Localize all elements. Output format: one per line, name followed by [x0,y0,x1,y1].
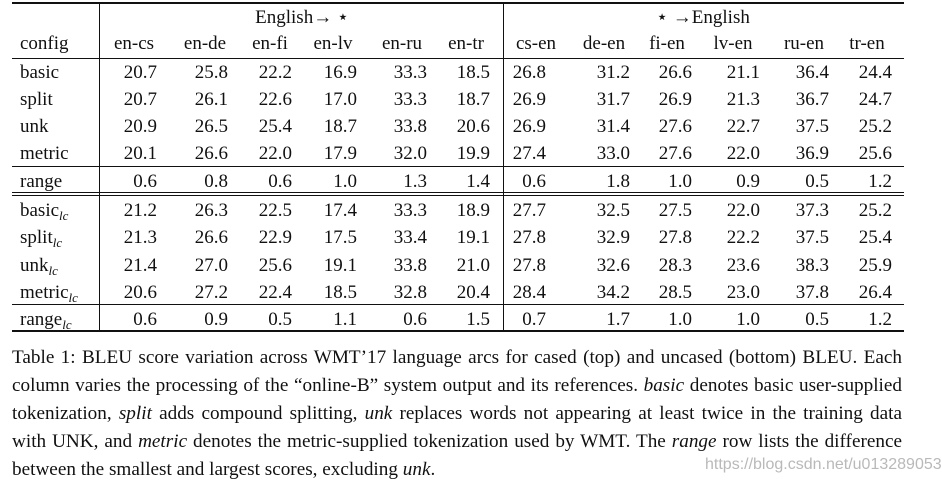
table-cell: 18.7 [456,89,490,110]
table-cell: 1.7 [606,309,630,330]
table-cell: 26.9 [512,89,546,110]
table-cell: 20.4 [456,282,490,303]
table-cell: 22.0 [726,143,760,164]
table-cell: 20.6 [123,282,157,303]
table-cell: 18.7 [323,116,357,137]
table-cell: 28.3 [658,255,692,276]
bottom-rule [12,330,904,332]
table-cell: 26.1 [194,89,228,110]
column-header: en-de [183,33,227,54]
caption-text: denotes the metric-supplied tokenization used by WMT. The [187,431,672,452]
table-cell: 26.6 [194,143,228,164]
table-cell: 32.9 [596,227,630,248]
rule [12,304,904,305]
table-cell: 31.4 [596,116,630,137]
table-cell: 33.4 [393,227,427,248]
table-cell: 36.4 [795,62,829,83]
table-cell: 22.4 [258,282,292,303]
table-cell: 1.5 [466,309,490,330]
table-cell: 27.8 [658,227,692,248]
table-cell: 27.8 [512,227,546,248]
caption-text: adds compound splitting, [151,403,365,424]
table-cell: 28.4 [512,282,546,303]
table-cell: 1.0 [668,309,692,330]
table-cell: 1.0 [333,171,357,192]
row-range-label: range [20,171,63,192]
table-cell: 26.8 [512,62,546,83]
table-cell: 16.9 [323,62,357,83]
rule [12,166,904,167]
table-cell: 18.5 [456,62,490,83]
table-cell: 25.8 [194,62,228,83]
table-cell: 21.0 [456,255,490,276]
caption-text: . [430,459,436,480]
table-cell: 32.8 [393,282,427,303]
caption-label: Table 1: [12,347,76,368]
caption-text: replaces words not appearing at least twice in the training data with UNK, and [12,403,902,452]
caption-term-metric: metric [138,431,188,452]
table-cell: 33.0 [596,143,630,164]
caption-text: BLEU score variation across WMT’17 language arcs for cased (top) and uncased (bottom) BLEU. Each column varies the processing of the “online-B” system output and its references. [12,347,902,396]
column-header: tr-en [849,33,885,54]
table-cell: 22.0 [726,200,760,221]
table-cell: 37.3 [795,200,829,221]
table-cell: 33.8 [393,255,427,276]
table-cell: 22.7 [726,116,760,137]
table-cell: 27.8 [512,255,546,276]
table-cell: 24.4 [858,62,892,83]
table-cell: 25.9 [858,255,892,276]
row-unk-label: unk [20,116,49,137]
table-cell: 26.4 [858,282,892,303]
table-cell: 19.1 [323,255,357,276]
column-header: ru-en [783,33,825,54]
rule [12,195,904,196]
table-cell: 1.2 [868,309,892,330]
table-cell: 25.4 [858,227,892,248]
caption-text: row lists the difference between the smallest and largest scores, excluding [12,431,902,480]
table-cell: 36.7 [795,89,829,110]
table-cell: 25.6 [858,143,892,164]
group-header: English→ ⋆ [255,7,349,28]
table-cell: 22.0 [258,143,292,164]
table-cell: 20.6 [456,116,490,137]
table-cell: 27.6 [658,116,692,137]
row-basic-label: basic [20,62,60,83]
table-cell: 32.6 [596,255,630,276]
table-cell: 32.0 [393,143,427,164]
table-cell: 38.3 [795,255,829,276]
header-rule [12,58,904,59]
row-range-lc-label: range$_{lc}$ [20,309,72,332]
table-cell: 21.2 [123,200,157,221]
caption-term-range: range [671,431,717,452]
column-header: en-fi [252,33,288,54]
table-cell: 31.7 [596,89,630,110]
table-cell: 1.2 [868,171,892,192]
column-header: en-lv [313,33,353,54]
column-header: cs-en [515,33,557,54]
table-cell: 0.5 [805,309,829,330]
column-header: en-ru [381,33,423,54]
table-cell: 0.9 [204,309,228,330]
table-cell: 22.9 [258,227,292,248]
table-cell: 27.5 [658,200,692,221]
table-cell: 0.9 [736,171,760,192]
table-cell: 1.8 [606,171,630,192]
table-cell: 21.4 [123,255,157,276]
table-cell: 25.2 [858,116,892,137]
table-cell: 22.5 [258,200,292,221]
watermark: https://blog.csdn.net/u013289053 [705,456,942,473]
table-cell: 0.6 [268,171,292,192]
table-cell: 25.6 [258,255,292,276]
table-cell: 24.7 [858,89,892,110]
table-cell: 22.2 [258,62,292,83]
table-cell: 17.4 [323,200,357,221]
table-cell: 0.5 [805,171,829,192]
table-cell: 21.3 [726,89,760,110]
column-header: fi-en [649,33,685,54]
top-rule [12,2,904,4]
table-cell: 19.9 [456,143,490,164]
group-header: ⋆ →English [656,7,750,28]
table-cell: 20.9 [123,116,157,137]
table-cell: 27.7 [512,200,546,221]
table-cell: 1.3 [403,171,427,192]
row-basic-lc-label: basic$_{lc}$ [20,200,69,223]
table-cell: 27.6 [658,143,692,164]
table-cell: 33.3 [393,200,427,221]
table-cell: 21.1 [726,62,760,83]
table-cell: 23.0 [726,282,760,303]
caption-term-unk: unk [402,459,431,480]
table-cell: 26.9 [512,116,546,137]
table-cell: 23.6 [726,255,760,276]
table-cell: 25.4 [258,116,292,137]
caption-term-split: split [118,403,152,424]
table-cell: 26.6 [658,62,692,83]
table-cell: 37.8 [795,282,829,303]
row-metric-lc-label: metric$_{lc}$ [20,282,78,305]
table-cell: 27.0 [194,255,228,276]
column-header: en-cs [113,33,155,54]
table-cell: 20.7 [123,62,157,83]
table-cell: 33.8 [393,116,427,137]
table-cell: 36.9 [795,143,829,164]
table-cell: 26.3 [194,200,228,221]
row-split-label: split [20,89,53,110]
table-cell: 1.0 [668,171,692,192]
column-header: en-tr [448,33,484,54]
table-cell: 34.2 [596,282,630,303]
table-cell: 0.6 [403,309,427,330]
table-cell: 0.7 [522,309,546,330]
column-header-config: config [20,33,69,54]
table-cell: 27.2 [194,282,228,303]
table-cell: 27.4 [512,143,546,164]
table-cell: 26.6 [194,227,228,248]
caption-term-basic: basic [643,375,685,396]
table-cell: 32.5 [596,200,630,221]
table-cell: 0.6 [133,309,157,330]
table-cell: 1.1 [333,309,357,330]
table-cell: 1.0 [736,309,760,330]
table-cell: 22.6 [258,89,292,110]
row-unk-lc-label: unk$_{lc}$ [20,255,58,278]
row-split-lc-label: split$_{lc}$ [20,227,63,250]
row-metric-label: metric [20,143,69,164]
table-cell: 0.5 [268,309,292,330]
table-cell: 25.2 [858,200,892,221]
table-cell: 21.3 [123,227,157,248]
table-cell: 20.1 [123,143,157,164]
column-header: lv-en [713,33,753,54]
table-cell: 26.5 [194,116,228,137]
table-cell: 28.5 [658,282,692,303]
table-cell: 33.3 [393,62,427,83]
table-cell: 1.4 [466,171,490,192]
table-cell: 0.6 [133,171,157,192]
table-cell: 31.2 [596,62,630,83]
table-cell: 26.9 [658,89,692,110]
table-cell: 37.5 [795,116,829,137]
table-cell: 0.8 [204,171,228,192]
caption-term-unk: unk [364,403,393,424]
table-cell: 20.7 [123,89,157,110]
rule [12,192,904,193]
table-cell: 33.3 [393,89,427,110]
table-cell: 37.5 [795,227,829,248]
table-cell: 22.2 [726,227,760,248]
caption-text: denotes basic user-supplied tokenization, [12,375,902,424]
table-cell: 17.0 [323,89,357,110]
table-cell: 19.1 [456,227,490,248]
column-header: de-en [582,33,626,54]
table-cell: 18.9 [456,200,490,221]
table-cell: 0.6 [522,171,546,192]
table-cell: 18.5 [323,282,357,303]
table-cell: 17.9 [323,143,357,164]
table-cell: 17.5 [323,227,357,248]
